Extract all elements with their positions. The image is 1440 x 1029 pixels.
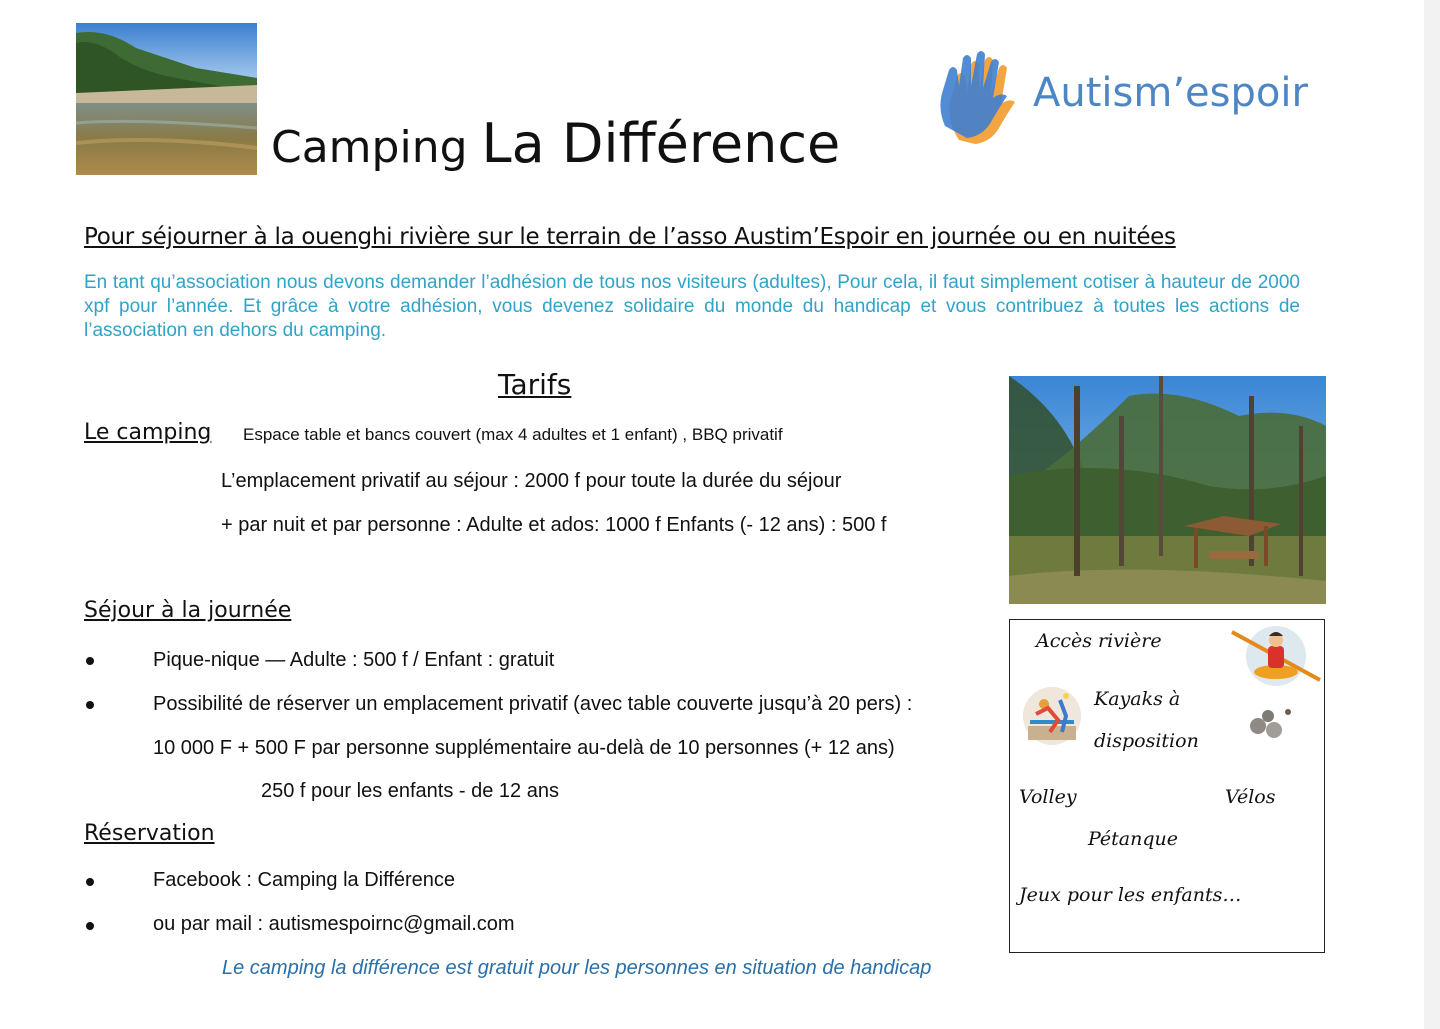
activity-kayaks-disposition: disposition bbox=[1094, 730, 1199, 752]
bullet bbox=[86, 657, 94, 665]
page-edge bbox=[1424, 0, 1440, 1029]
sejour-picnic-item: Pique-nique — Adulte : 500 f / Enfant : gratuit bbox=[153, 649, 555, 671]
bullet bbox=[86, 922, 94, 930]
sejour-reservation-price: 10 000 F + 500 F par personne supplémentaire au-delà de 10 personnes (+ 12 ans) bbox=[153, 737, 895, 759]
camping-price-line: L’emplacement privatif au séjour : 2000 f pour toute la durée du séjour bbox=[221, 470, 842, 492]
activity-kayaks: Kayaks à bbox=[1094, 688, 1181, 710]
activity-petanque: Pétanque bbox=[1088, 828, 1179, 850]
autism-espoir-logo bbox=[937, 48, 1337, 148]
page-title bbox=[271, 112, 840, 175]
activities-box bbox=[1009, 619, 1325, 953]
activity-volley: Volley bbox=[1019, 786, 1077, 808]
sejour-reservation-item: Possibilité de réserver un emplacement privatif (avec table couverte jusqu’à 20 pers) : bbox=[153, 693, 913, 715]
reservation-heading: Réservation bbox=[84, 821, 215, 846]
camping-heading: Le camping bbox=[84, 420, 212, 445]
camping-description: Espace table et bancs couvert (max 4 adultes et 1 enfant) , BBQ privatif bbox=[243, 425, 783, 444]
activity-acces-riviere: Accès rivière bbox=[1036, 630, 1162, 652]
camping-night-price-line: + par nuit et par personne : Adulte et ados: 1000 f Enfants (- 12 ans) : 500 f bbox=[221, 514, 887, 536]
river-photo bbox=[76, 23, 257, 175]
bullet bbox=[86, 701, 94, 709]
sejour-heading: Séjour à la journée bbox=[84, 598, 292, 623]
footer-note: Le camping la différence est gratuit pour les personnes en situation de handicap bbox=[222, 957, 932, 979]
title-la-difference: La Différence bbox=[481, 112, 841, 175]
kayak-icon bbox=[1230, 624, 1324, 688]
bullet bbox=[86, 878, 94, 886]
reservation-email[interactable]: ou par mail : autismespoirnc@gmail.com bbox=[153, 913, 515, 935]
petanque-icon bbox=[1246, 704, 1294, 740]
camping-photo bbox=[1009, 376, 1326, 604]
sejour-children-price: 250 f pour les enfants - de 12 ans bbox=[261, 780, 559, 802]
title-camping: Camping bbox=[271, 122, 482, 173]
subtitle: Pour séjourner à la ouenghi rivière sur le terrain de l’asso Austim’Espoir en journée ou en nuitées bbox=[84, 224, 1176, 250]
activity-jeux-enfants: Jeux pour les enfants… bbox=[1019, 884, 1242, 906]
reservation-facebook: Facebook : Camping la Différence bbox=[153, 869, 456, 891]
hand-icon bbox=[937, 48, 1027, 148]
logo-text: Autism’espoir bbox=[1033, 70, 1308, 116]
volleyball-icon bbox=[1022, 686, 1082, 746]
tarifs-heading: Tarifs bbox=[498, 368, 572, 401]
activity-velos: Vélos bbox=[1225, 786, 1276, 808]
intro-paragraph: En tant qu’association nous devons demander l’adhésion de tous nos visiteurs (adultes), Pour cela, il faut simplement cotiser à hauteur de 2000 xpf pour l’année. Et grâce à votre adhésion, vous devenez solidaire du monde du handicap et vous contribuez à toutes les actions de l’association en dehors du camping. bbox=[84, 272, 1300, 341]
